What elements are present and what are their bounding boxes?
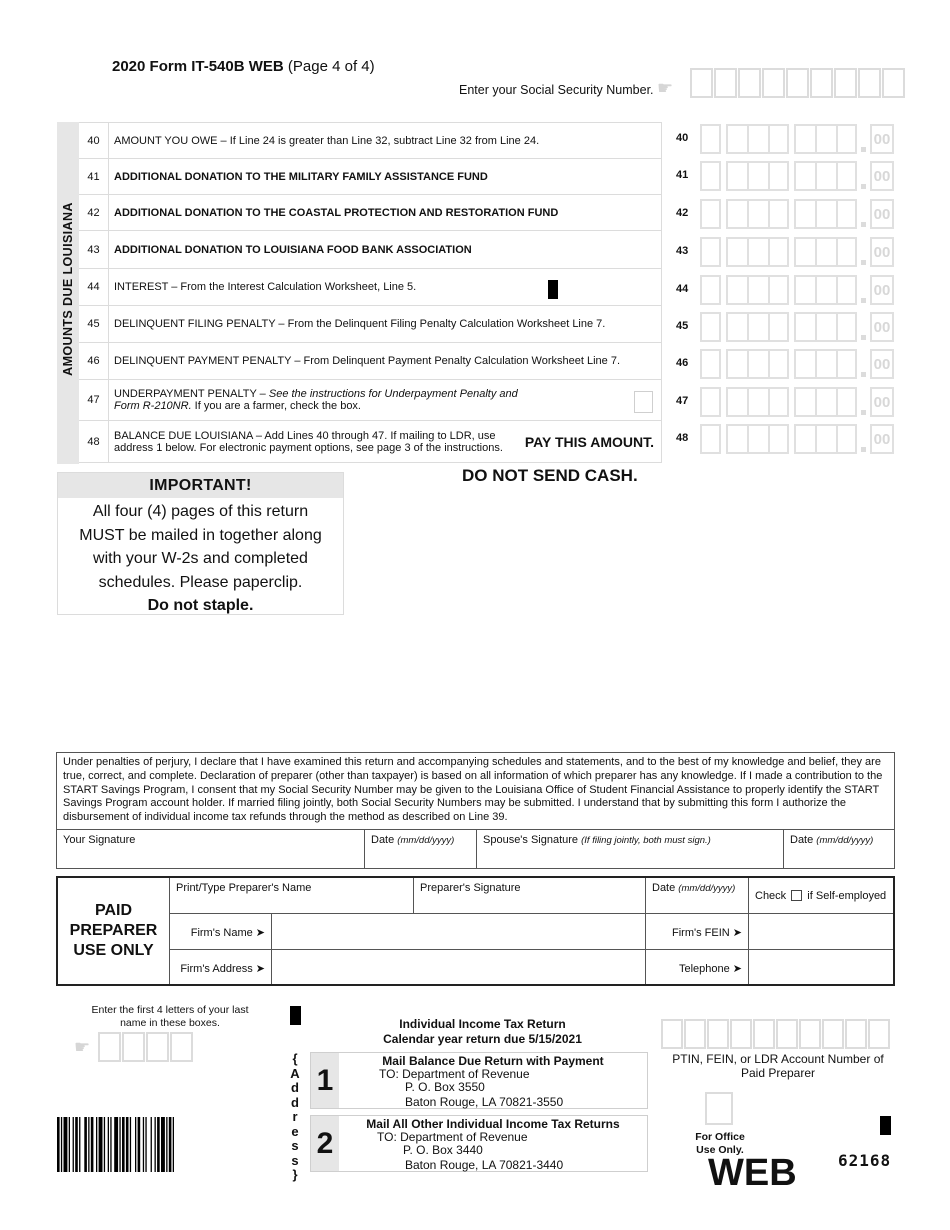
ssn-input[interactable] (690, 68, 906, 98)
amount-input[interactable]: 00 (700, 161, 894, 191)
amount-input[interactable]: 00 (700, 349, 894, 379)
form-title: 2020 Form IT-540B WEB (Page 4 of 4) (112, 58, 375, 75)
amount-input[interactable]: 00 (700, 199, 894, 229)
amount-input[interactable]: 00 (700, 424, 894, 454)
scan-mark (548, 280, 558, 299)
amount-input[interactable]: 00 (700, 124, 894, 154)
telephone-field[interactable] (749, 950, 893, 984)
line-number-right: 42 (676, 207, 689, 219)
office-use-box (705, 1092, 733, 1125)
office-use-label: For Office Use Only. (695, 1131, 745, 1156)
firm-fein-field[interactable] (749, 914, 893, 948)
paid-preparer-label: PAID PREPARER USE ONLY (58, 878, 170, 984)
important-line: with your W-2s and completed (93, 550, 308, 567)
line-number-right: 41 (676, 169, 689, 181)
self-employed-field[interactable]: Check if Self-employed (755, 890, 887, 902)
farmer-checkbox[interactable] (634, 391, 653, 413)
line-number-right: 46 (676, 357, 689, 369)
telephone-label: Telephone ➤ (646, 950, 749, 984)
line-number-right: 43 (676, 245, 689, 257)
firm-address-label: Firm's Address ➤ (170, 950, 272, 984)
declaration-block (56, 752, 895, 869)
firm-address-field[interactable] (272, 950, 646, 984)
address-vertical-label: { A d d r e s s } (290, 1051, 300, 1182)
preparer-name-field[interactable]: Print/Type Preparer's Name (170, 878, 414, 913)
ssn-label: Enter your Social Security Number. ☛ (459, 78, 674, 98)
important-heading: IMPORTANT! (58, 473, 343, 498)
spouse-signature-field[interactable]: Spouse's Signature (If filing jointly, both must sign.) (477, 830, 784, 869)
ptin-input[interactable] (661, 1019, 891, 1049)
firm-name-field[interactable] (272, 914, 646, 948)
lastname-label: Enter the first 4 letters of your last name in these boxes. (91, 1004, 249, 1029)
important-notice (57, 472, 344, 615)
lastname-input[interactable] (74, 1032, 194, 1062)
preparer-date-field[interactable]: Date (mm/dd/yyyy) (646, 878, 749, 913)
line-number-right: 45 (676, 320, 689, 332)
line-47-row: 47 UNDERPAYMENT PENALTY – See the instructions for Underpayment Penalty and Form R-210NR. If you are a farmer, check the box. (79, 380, 662, 421)
mailing-address-2: 2 Mail All Other Individual Income Tax Returns TO: Department of Revenue P. O. Box 3440 Baton Rouge, LA 70821-3440 (310, 1115, 648, 1172)
do-not-send-cash: DO NOT SEND CASH. (462, 466, 638, 485)
preparer-signature-field[interactable]: Preparer's Signature (414, 878, 646, 913)
paid-preparer-block (56, 876, 895, 986)
barcode-image (57, 1117, 223, 1172)
ptin-label: PTIN, FEIN, or LDR Account Number of Paid Preparer (672, 1052, 884, 1080)
important-line: All four (4) pages of this return (92, 503, 309, 520)
line-45-row: 45 DELINQUENT FILING PENALTY – From the Delinquent Filing Penalty Calculation Worksheet Line 7. (79, 306, 662, 343)
important-bold-line: Do not staple. (147, 597, 254, 614)
line-number-right: 48 (676, 432, 689, 444)
line-44-row: 44 INTEREST – From the Interest Calculation Worksheet, Line 5. (79, 269, 662, 306)
scan-mark (880, 1116, 891, 1135)
line-number-right: 44 (676, 283, 689, 295)
line-48-row: 48 BALANCE DUE LOUISIANA – Add Lines 40 through 47. If mailing to LDR, use address 1 below. For electronic payment options, see page 3 of the instructions. (79, 421, 662, 463)
mailing-address-1: 1 Mail Balance Due Return with Payment TO: Department of Revenue P. O. Box 3550 Baton Rouge, LA 70821-3550 (310, 1052, 648, 1109)
self-employed-checkbox[interactable] (791, 890, 802, 901)
line-41-row: 41 ADDITIONAL DONATION TO THE MILITARY FAMILY ASSISTANCE FUND (79, 159, 662, 195)
amount-input[interactable]: 00 (700, 275, 894, 305)
amounts-table (79, 122, 662, 463)
line-42-row: 42 ADDITIONAL DONATION TO THE COASTAL PROTECTION AND RESTORATION FUND (79, 195, 662, 231)
firm-fein-label: Firm's FEIN ➤ (646, 914, 749, 948)
your-signature-field[interactable]: Your Signature (57, 830, 365, 869)
spouse-date-field[interactable]: Date (mm/dd/yyyy) (790, 834, 874, 846)
amount-input[interactable]: 00 (700, 387, 894, 417)
important-line: MUST be mailed in together along (79, 526, 322, 544)
declaration-text: Under penalties of perjury, I declare that I have examined this return and accompanying schedules and statements, and to the best of my knowledge and belief, they are true, correct, and complete. Declaration of preparer (other than taxpayer) is based on all information of which preparer has any knowledge. If I made a contribution to the START Savings Program, I consent that my Social Security Number may be given to the Louisiana Office of Student Financial Assistance to properly identify the START Savings Program account holder. If married filing jointly, both Social Security Numbers may be submitted. I understand that by submitting this form I authorize the disbursement of individual income tax refunds through the method as described on Line 39. (57, 753, 894, 830)
web-mark: WEB (708, 1152, 797, 1194)
date-field[interactable]: Date (mm/dd/yyyy) (365, 830, 477, 869)
pointing-hand-icon: ☛ (74, 1036, 91, 1057)
amount-input[interactable]: 00 (700, 312, 894, 342)
form-code: 62168 (838, 1151, 892, 1170)
line-46-row: 46 DELINQUENT PAYMENT PENALTY – From Delinquent Payment Penalty Calculation Worksheet Line 7. (79, 343, 662, 380)
line-43-row: 43 ADDITIONAL DONATION TO LOUISIANA FOOD BANK ASSOCIATION (79, 231, 662, 269)
amount-input[interactable]: 00 (700, 237, 894, 267)
line-number-right: 47 (676, 395, 689, 407)
line-40-row: 40 AMOUNT YOU OWE – If Line 24 is greater than Line 32, subtract Line 32 from Line 24. (79, 123, 662, 159)
pointing-hand-icon: ☛ (657, 78, 674, 98)
important-line: schedules. Please paperclip. (98, 573, 303, 591)
amounts-side-label: AMOUNTS DUE LOUISIANA (57, 122, 79, 464)
return-title: Individual Income Tax Return Calendar year return due 5/15/2021 (383, 1017, 582, 1046)
line-number-right: 40 (676, 132, 689, 144)
scan-mark (290, 1006, 301, 1025)
pay-this-amount: PAY THIS AMOUNT. (524, 434, 654, 450)
firm-name-label: Firm's Name ➤ (170, 914, 272, 948)
